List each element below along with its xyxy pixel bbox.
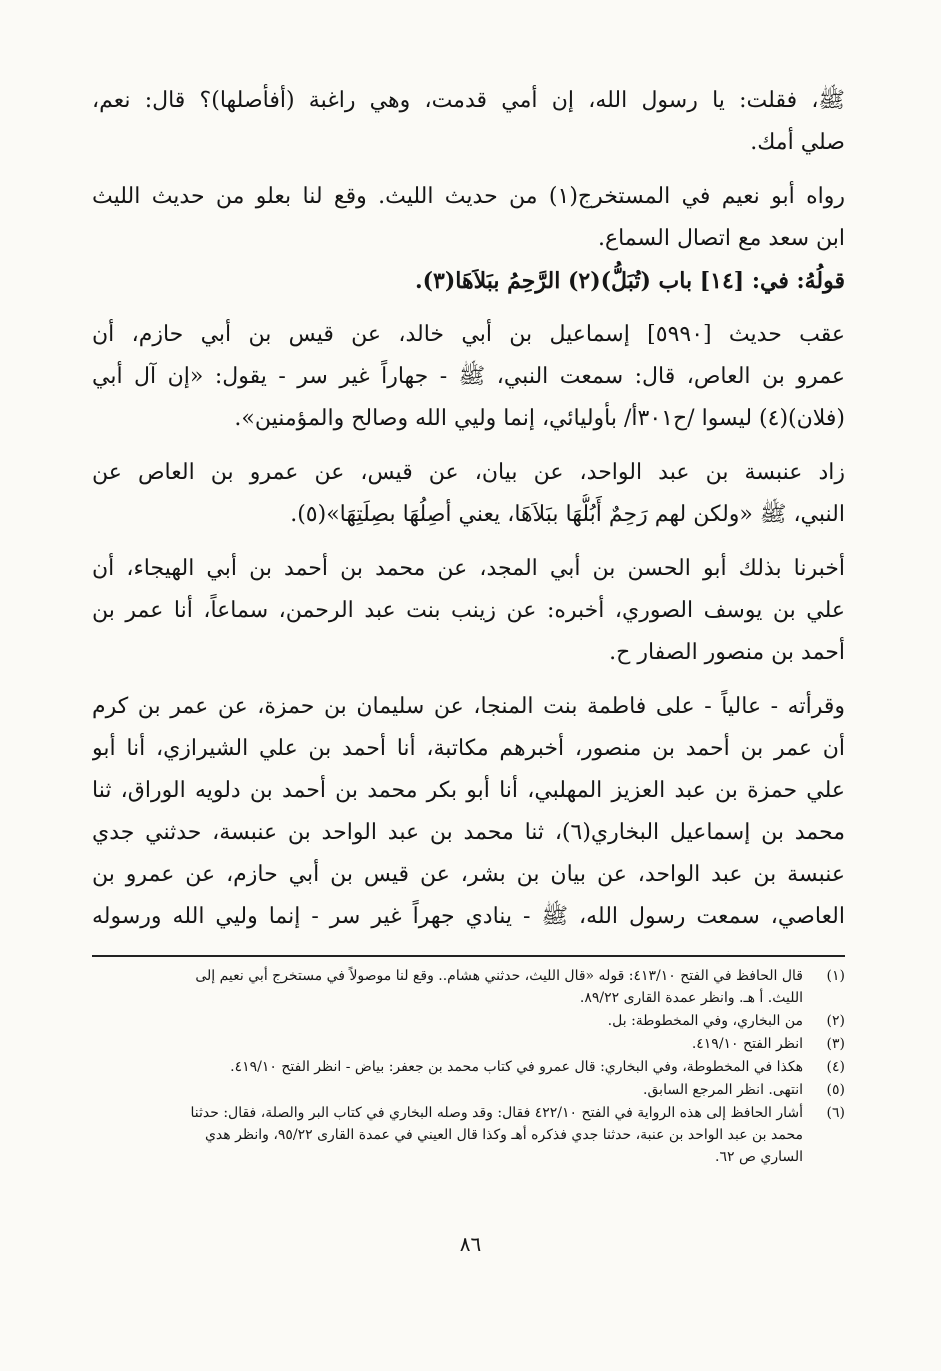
text-line: (فلان)(٤) ليسوا /ح٣٠١أ/ بأوليائي، إنما وليي الله وصالح والمؤمنين».	[234, 406, 845, 431]
footnote-number: (٦)	[826, 1105, 845, 1121]
text-line: رواه أبو نعيم في المستخرج(١) من حديث الليث. وقع لنا بعلو من حديث الليث	[92, 184, 845, 209]
footnote-number: (٣)	[826, 1036, 845, 1052]
paragraph	[92, 548, 845, 674]
text-line: صلي أمك.	[750, 130, 845, 155]
page-number: ٨٦	[459, 1232, 482, 1256]
paragraph	[92, 314, 845, 440]
footnote-number: (٥)	[826, 1082, 845, 1098]
text-line: محمد بن إسماعيل البخاري(٦)، ثنا محمد بن عبد الواحد بن عنبسة، حدثني جدي	[92, 820, 845, 845]
main-text	[92, 80, 845, 938]
text-line: النبي، ﷺ «ولكن لهم رَحِمٌ أَبُلُّهَا ببَلاَهَا، يعني أصِلُهَا بصِلَتِهَا»(٥).	[290, 502, 845, 527]
footnotes	[92, 965, 845, 1169]
footnote-number: (٢)	[826, 1013, 845, 1029]
footnote	[92, 1102, 845, 1168]
footnote-divider	[92, 955, 845, 957]
text-line: زاد عنبسة بن عبد الواحد، عن بيان، عن قيس، عن عمرو بن العاص عن	[92, 460, 845, 485]
footnote	[92, 965, 845, 1009]
text-line: عقب حديث [٥٩٩٠] إسماعيل بن أبي خالد، عن قيس بن أبي حازم، أن	[92, 322, 845, 347]
footnote	[92, 1079, 845, 1101]
text-line: العاصي، سمعت رسول الله، ﷺ - ينادي جهراً غير سر - إنما وليي الله ورسوله	[92, 904, 845, 929]
footnote-line: الساري ص ٦٢.	[715, 1149, 803, 1165]
text-line: ﷺ، فقلت: يا رسول الله، إن أمي قدمت، وهي راغبة (أفأصلها)؟ قال: نعم،	[92, 88, 845, 113]
text-line: أحمد بن منصور الصفار ح.	[609, 640, 845, 665]
footnote-line: انظر الفتح ٤١٩/١٠.	[691, 1036, 803, 1052]
text-line: علي حمزة بن عبد العزيز المهلبي، أنا أبو بكر محمد بن أحمد بن دلويه الوراق، ثنا	[92, 778, 845, 803]
text-line: علي بن يوسف الصوري، أخبره: عن زينب بنت عبد الرحمن، سماعاً، أنا عمر بن	[92, 598, 845, 623]
chapter-heading-line: قولُهُ: في: [١٤] باب (تُبَلُّ)(٢) الرَّحِمُ ببَلاَهَا(٣).	[414, 268, 845, 294]
footnote-number: (١)	[826, 968, 845, 984]
paragraph	[92, 452, 845, 536]
text-line: وقرأته - عالياً - على فاطمة بنت المنجا، عن سليمان بن حمزة، عن عمر بن كرم	[92, 694, 845, 719]
footnote-line: أشار الحافظ إلى هذه الرواية في الفتح ٤٢٢/١٠ فقال: وقد وصله البخاري في كتاب البر والصلة، فقال: حدثنا	[190, 1105, 803, 1121]
footnote	[92, 1033, 845, 1055]
footnote	[92, 1056, 845, 1078]
text-line: عمرو بن العاص، قال: سمعت النبي، ﷺ - جهاراً غير سر - يقول: «إن آل أبي	[92, 364, 845, 389]
paragraph	[92, 80, 845, 164]
paragraph	[92, 686, 845, 938]
text-line: عنبسة بن عبد الواحد، عن بيان بن بشر، عن قيس بن أبي حازم، عن عمرو بن	[92, 862, 845, 887]
paragraph	[92, 176, 845, 260]
footnote-number: (٤)	[826, 1059, 845, 1075]
text-line: أن عمر بن أحمد بن منصور، أخبرهم مكاتبة، أنا أحمد بن علي الشيرازي، أنا أبو	[92, 736, 845, 761]
footnote-line: من البخاري، وفي المخطوطة: بل.	[607, 1013, 803, 1029]
text-line: أخبرنا بذلك أبو الحسن بن أبي المجد، عن محمد بن أحمد بن أبي الهيجاء، أن	[92, 556, 845, 581]
footnote-line: قال الحافظ في الفتح ٤١٣/١٠: قوله «قال الليث، حدثني هشام.. وقع لنا موصولاً في مستخرج أبي نعيم إلى	[195, 968, 803, 984]
footnote-line: انتهى. انظر المرجع السابق.	[643, 1082, 803, 1098]
paragraph	[92, 260, 845, 302]
footnote	[92, 1010, 845, 1032]
footnote-line: محمد بن عبد الواحد بن عنبة، حدثنا جدي فذكره أهـ وكذا قال العيني في عمدة القارى ٩٥/٢٢، وانظر هدي	[204, 1127, 803, 1143]
footnote-line: هكذا في المخطوطة، وفي البخاري: قال عمرو في كتاب محمد بن جعفر: بياض - انظر الفتح ٤١٩/١٠.	[230, 1059, 803, 1075]
footnote-line: الليث. أ هـ. وانظر عمدة القارى ٨٩/٢٢.	[579, 990, 803, 1006]
text-line: ابن سعد مع اتصال السماع.	[597, 226, 845, 251]
